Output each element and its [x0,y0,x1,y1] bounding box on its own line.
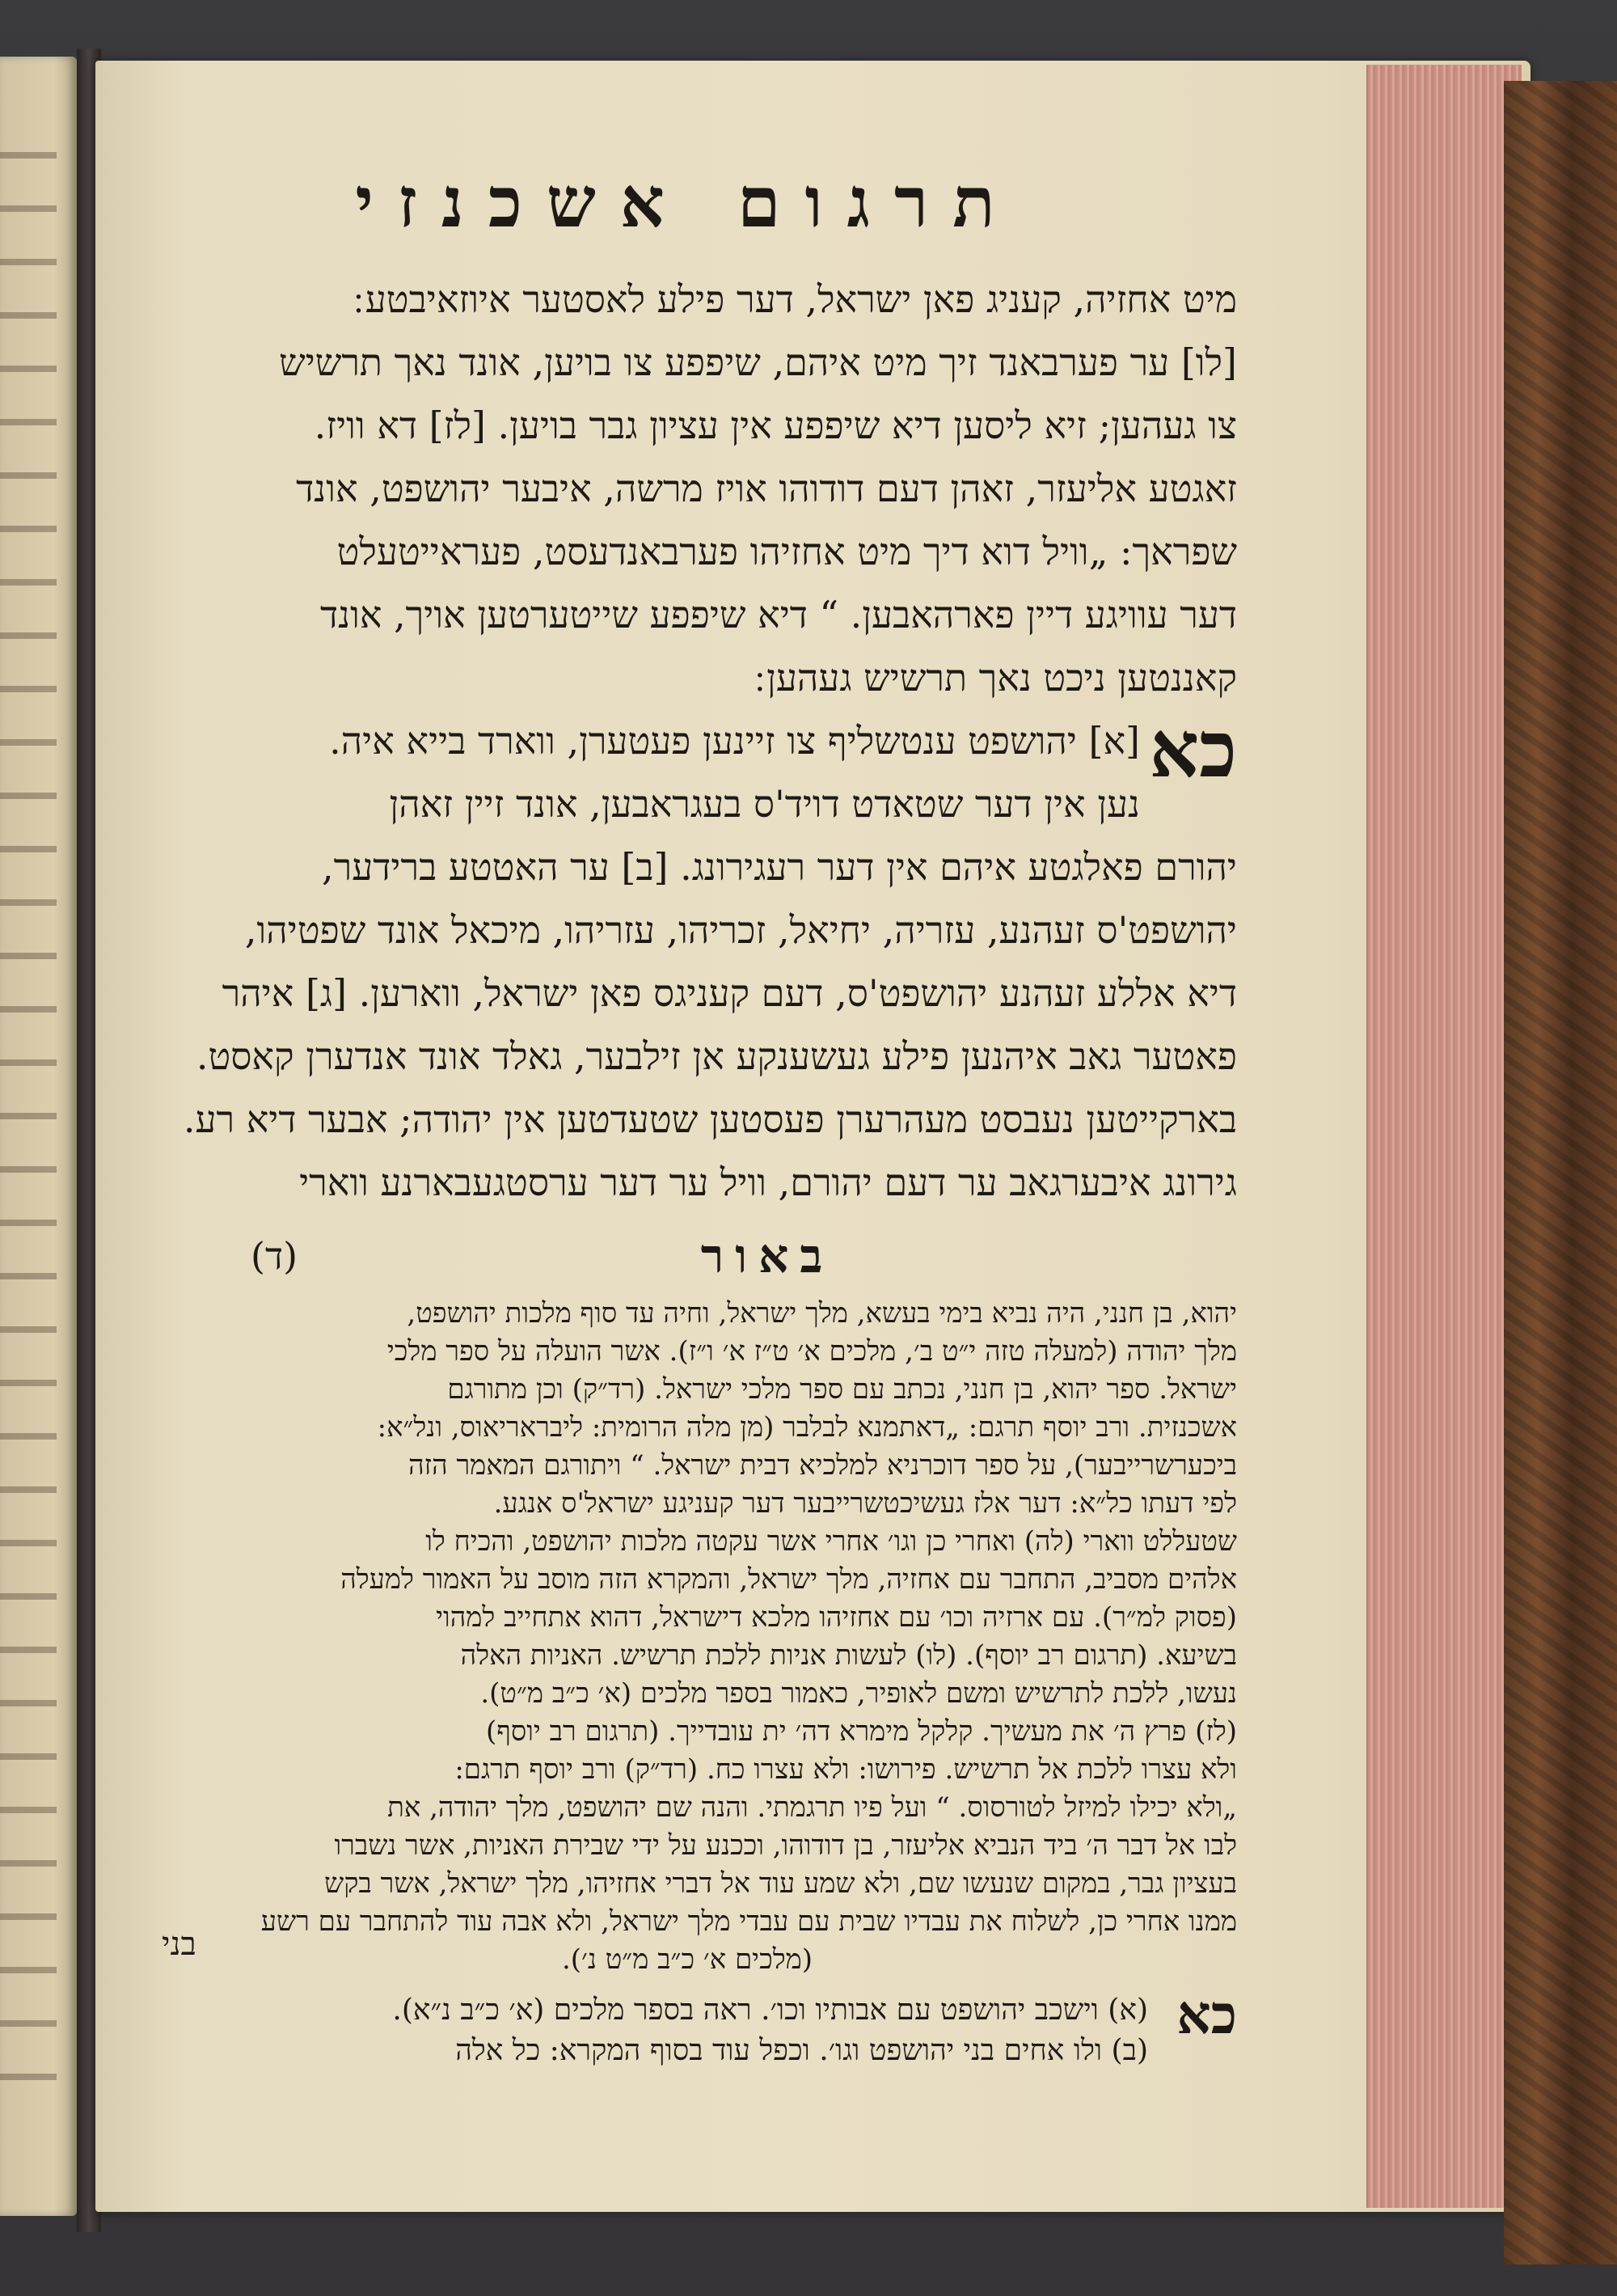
left-page-edge [0,57,77,2216]
commentary-line: (פסוק למ״ר). עם ארזיה וכו׳ עם אחזיהו מלכא דישראל, דהוא אתחייב למהוי [436,1601,1237,1634]
page-text [137,137,1237,2071]
commentary-line: יהוא, בן חנני, היה נביא בימי בעשא, מלך ישראל, וחיה עד סוף מלכות יהושפט, [407,1297,1237,1330]
text-line: שפראך: „וויל דוא דיך מיט אחזיהו פערבאנדעסט, פעראייטעלט [336,530,1237,573]
commentary-line: ביכערשרייבער), על ספר דוכרניא למלכיא דבית ישראל. “ ויתורגם המאמר הזה [408,1449,1237,1482]
commentary-line: „ולא יכילו למיזל לטורסוס. “ ועל פיו תרגמתי. והנה שם יהושפט, מלך יהודה, את [387,1791,1237,1824]
commentary-line: אשכנזית. ורב יוסף תרגם: „דאתמנא לבלבר (מן מלה הרומית: ליבראריאוס, ונל״א: [377,1411,1237,1444]
text-line: פאטער גאב איהנען פילע געשענקע אן זילבער, גאלד אונד אנדערן קאסט. [196,1034,1237,1078]
commentary-line: (מלכים א׳ כ״ב מ״ט נ׳). [561,1943,813,1976]
text-line: בארקייטען נעבסט מעהרערן פעסטען שטעדטען אין יהודה; אבער דיא רע. [183,1097,1237,1141]
text-line: צו געהען; זיא ליסען דיא שיפפע אין עציון גבר בויען. [לז] דא וויז. [314,404,1237,447]
commentary-line: (א) וישכב יהושפט עם אבותיו וכו׳. ראה בספר מלכים (א׳ כ״ב נ״א). [392,1994,1148,2027]
chapter-start [137,704,1237,835]
commentary-line: (ב) ולו אחים בני יהושפט וגו׳. וכפל עוד בסוף המקרא: כל אלה [455,2034,1148,2067]
commentary-line: אלהים מסביב, התחבר עם אחזיה, מלך ישראל, והמקרא הזה מוסב על האמור למעלה [340,1563,1237,1596]
text-line: יהורם פאלגטע איהם אין דער רעגירונג. [ב] ער האטטע ברידער, [322,845,1237,889]
chapter-lines [137,709,1140,835]
commentary-chapter-number: כא [1176,1983,1237,2046]
text-line: יהושפט'ס זעהנע, עזריה, יחיאל, זכריהו, עזריהו, מיכאל אונד שפטיהו, [244,908,1237,952]
commentary-line: שטעללט ווארי (לה) ואחרי כן וגו׳ אחרי אשר עקטה מלכות יהושפט, והכיח לו [425,1525,1237,1558]
catchword: בני [162,1926,196,1963]
text-line: גירונג איבערגאב ער דעם יהורם, וויל ער דער ערסטגעבארנע ווארי [299,1161,1237,1204]
signature-mark: (ד) [251,1234,298,1278]
page-header: תרגום אשכנזי [355,162,1020,243]
text-line: [א] יהושפט ענטשליף צו זיינען פעטערן, ווארד בייא איה. [329,719,1140,763]
text-line: דער עוויגע דיין פארהאבען. “ דיא שיפפע שייטערטען אויך, אונד [319,593,1237,636]
text-line: זאגטע אליעזר, זאהן דעם דודוהו אויז מרשה, איבער יהושפט, אונד [296,467,1237,510]
commentary-line: נעשו, ללכת לתרשיש ומשם לאופיר, כאמור בספר מלכים (א׳ כ״ב מ״ט). [480,1677,1237,1710]
text-line: דיא אללע זעהנע יהושפט'ס, דעם קעניגס פאן ישראל, ווארען. [ג] איהר [222,971,1237,1015]
commentary-chapter-lines [137,1990,1148,2071]
mid-block [137,835,1237,1214]
commentary-line: לפי דעתו כל״א: דער אלז געשיכטשרייבער דער קעניגע ישראל'ס אנגע. [493,1487,1237,1520]
commentary-line: ישראל. ספר יהוא, בן חנני, נכתב עם ספר מלכי ישראל. (רד״ק) וכן מתורגם [447,1373,1237,1406]
commentary-line: לבו אל דבר ה׳ ביד הנביא אליעזר, בן דודוהו, וככנע על ידי שבירת האניות, אשר נשברו [334,1829,1237,1862]
text-line: מיט אחזיה, קעניג פאן ישראל, דער פילע לאסטער איוזאיבטע ׃ [353,277,1237,321]
text-line: נען אין דער שטאדט דויד'ס בעגראבען, אונד זיין זאהן [389,782,1140,826]
commentary-heading-row [137,1228,1237,1283]
chapter-number: כא [1149,704,1237,795]
upper-block [137,268,1237,709]
page-fore-edge [1366,65,1522,2208]
text-line: [לו] ער פערבאנד זיך מיט איהם, שיפפע צו בויען, אונד נאך תרשיש [279,340,1237,384]
commentary-line: (לז) פרץ ה׳ את מעשיך. קלקל מימרא דה׳ ית עובדייך. (תרגום רב יוסף) [486,1715,1237,1748]
commentary-line: בשיעא. (תרגום רב יוסף). (לו) לעשות אניות ללכת תרשיש. האניות האלה [460,1639,1237,1672]
commentary-line: בעציון גבר, במקום שנעשו שם, ולא שמע עוד אל דברי אחזיהו, מלך ישראל, אשר בקש [324,1867,1237,1900]
commentary-block [137,1295,1237,1979]
text-line: קאננטען ניכט נאך תרשיש געהען ׃ [754,656,1237,700]
commentary-line: ממנו אחרי כן, לשלוח את עבדיו שבית עם עבדי מלך ישראל, ולא אבה עוד להתחבר עם רשע [260,1905,1237,1938]
book-cover [1504,81,1617,2264]
chapter-commentary-start [137,1983,1237,2071]
commentary-line: ולא עצרו ללכת אל תרשיש. פירושו: ולא עצרו כח. (רד״ק) ורב יוסף תרגם: [454,1753,1237,1786]
left-page-text-edge [0,105,57,2127]
commentary-line: מלך יהודה (למעלה טזה י״ט ב׳, מלכים א׳ ט״ז א׳ ו״ז). אשר הועלה על ספר מלכי [386,1335,1237,1368]
commentary-title: באור [700,1228,834,1283]
